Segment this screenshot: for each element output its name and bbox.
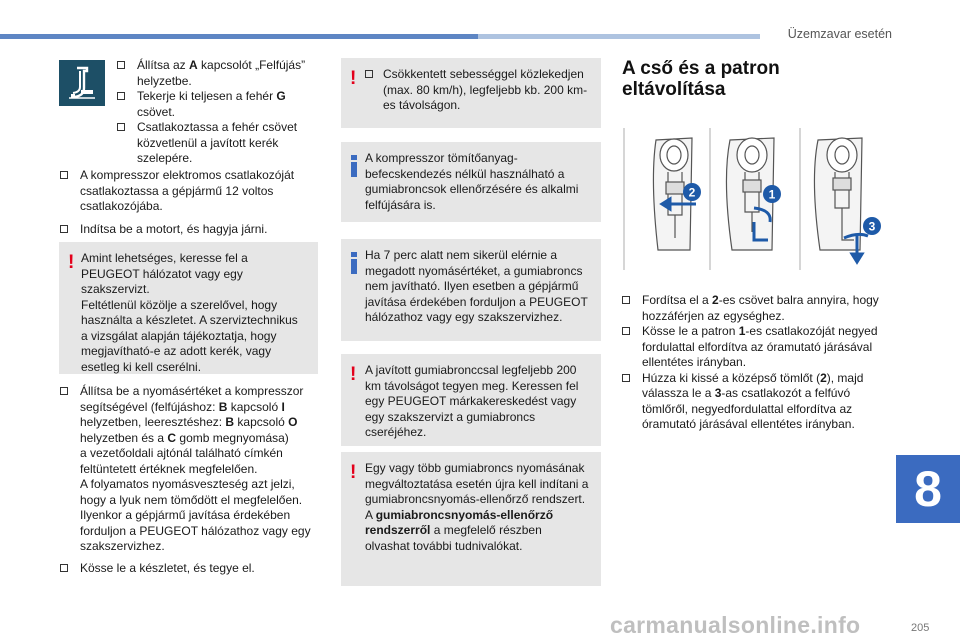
warning-icon: !	[350, 68, 357, 89]
header-rule-dark	[0, 34, 478, 39]
step-reduced-speed: Csökkentett sebességgel közlekedjen (max. 80 km/h), legfeljebb kb. 200 km-es távolságon.	[365, 67, 589, 114]
step-pull-hose: Húzza ki kissé a középső tömlőt (2), majd válassza le a 3-as csatlakozót a felfúvó tömlőről, negyedfordulattal elfordítva az óramutató járásával ellentétes irányban.	[622, 371, 888, 433]
info-icon	[351, 155, 357, 177]
step-bullet	[622, 327, 630, 335]
cartridge-removal-illustration	[622, 120, 890, 270]
step-turn-hose: Fordítsa el a 2-es csövet balra annyira, hogy hozzáférjen az egységhez.	[622, 293, 888, 324]
step-bullet	[60, 564, 68, 572]
right-column-steps	[622, 293, 888, 433]
step-disconnect-kit: Kösse le a készletet, és tegye el.	[60, 561, 318, 577]
step-connect-valve: Csatlakoztassa a fehér csövet közvetlenül a javított kerék szelepére.	[117, 120, 317, 167]
step-bullet	[117, 123, 125, 131]
callout-2	[683, 183, 701, 201]
step-bullet	[622, 296, 630, 304]
chapter-tab: 8	[896, 455, 960, 523]
warning-icon: !	[68, 252, 75, 273]
running-head: Üzemzavar esetén	[787, 27, 892, 41]
step-unwind-hose: Tekerje ki teljesen a fehér G csövet.	[117, 89, 317, 120]
step-set-pressure: Állítsa be a nyomásértéket a kompresszor segítségével (felfújáshoz: B kapcsoló I helyzetben, leeresztéshez: B kapcsoló O helyzetben és a C gomb megnyomása) a vezetőoldali ajtónál található címkén feltüntetett értéknek megfelelően. A folyamatos nyomásveszteség azt jelzi, hogy a lyuk nem tömődött el megfelelően. Ilyenkor a gépjármű javítása érdekében forduljon a PEUGEOT hálózathoz vagy egy szakszervizhez.	[60, 384, 318, 555]
step-disconnect-cartridge: Kösse le a patron 1-es csatlakozóját negyed fordulattal elfordítva az óramutató járásával ellentétes irányban.	[622, 324, 888, 371]
warning-icon: !	[350, 462, 357, 483]
header-rule-light	[478, 34, 760, 39]
step-bullet	[60, 387, 68, 395]
left-column-top	[117, 58, 317, 167]
step-connect-socket: A kompresszor elektromos csatlakozóját csatlakoztassa a gépjármű 12 voltos csatlakozójába.	[60, 168, 318, 215]
step-start-engine: Indítsa be a motort, és hagyja járni.	[60, 222, 318, 238]
callout-1	[763, 185, 781, 203]
step-bullet	[622, 374, 630, 382]
watermark: carmanualsonline.info	[610, 612, 861, 638]
warning-box-repaired-tyre: ! A javított gumiabronccsal legfeljebb 200 km távolságot tegyen meg. Keressen fel egy PEUGEOT márkakereskedést vagy egy szakszervizt a gumiabroncs cseréjéhez.	[341, 354, 601, 446]
warning-box-service: ! Amint lehetséges, keresse fel a PEUGEOT hálózatot vagy egy szakszervizt. Feltétlenül közölje a szerelővel, hogy használta a készletet. A szerviztechnikus a vizsgálat alapján tájékoztatja, hogy megjavítható-e az adott kerék, vagy esetleg ki kell cserélni.	[59, 242, 318, 374]
section-title: A cső és a patron eltávolítása	[622, 58, 780, 100]
svg-text:1: 1	[768, 187, 776, 202]
left-column-pressure	[60, 384, 318, 583]
warning-icon: !	[350, 364, 357, 385]
warning-box-tpms: ! Egy vagy több gumiabroncs nyomásának megváltoztatása esetén újra kell indítani a gumiabroncsnyomás-ellenőrző rendszert. A gumiabroncsnyomás-ellenőrző rendszerről a megfelelő részben olvashat további tudnivalókat.	[341, 452, 601, 586]
info-box-compressor: A kompresszor tömítőanyag-befecskendezés nélkül használható a gumiabroncsok ellenőrzésére és alkalmi felfújására is.	[341, 142, 601, 222]
step-bullet	[60, 225, 68, 233]
left-column-steps	[60, 168, 318, 244]
info-icon	[351, 252, 357, 274]
info-box-seven-minutes: Ha 7 perc alatt nem sikerül elérnie a megadott nyomásértéket, a gumiabroncs nem javítható. Ilyen esetben a gépjármű javítása érdekében forduljon a PEUGEOT hálózathoz vagy egy szakszervizhez.	[341, 239, 601, 341]
svg-text:3: 3	[868, 219, 876, 234]
step-bullet	[60, 171, 68, 179]
compressor-hose-icon	[59, 60, 105, 106]
step-bullet	[117, 92, 125, 100]
callout-3	[863, 217, 881, 235]
page-number: 205	[911, 622, 930, 634]
svg-text:2: 2	[688, 185, 696, 200]
step-bullet	[365, 70, 373, 78]
step-switch-a: Állítsa az A kapcsolót „Felfújás” helyzetbe.	[117, 58, 317, 89]
warning-box-speed	[341, 58, 601, 128]
step-bullet	[117, 61, 125, 69]
